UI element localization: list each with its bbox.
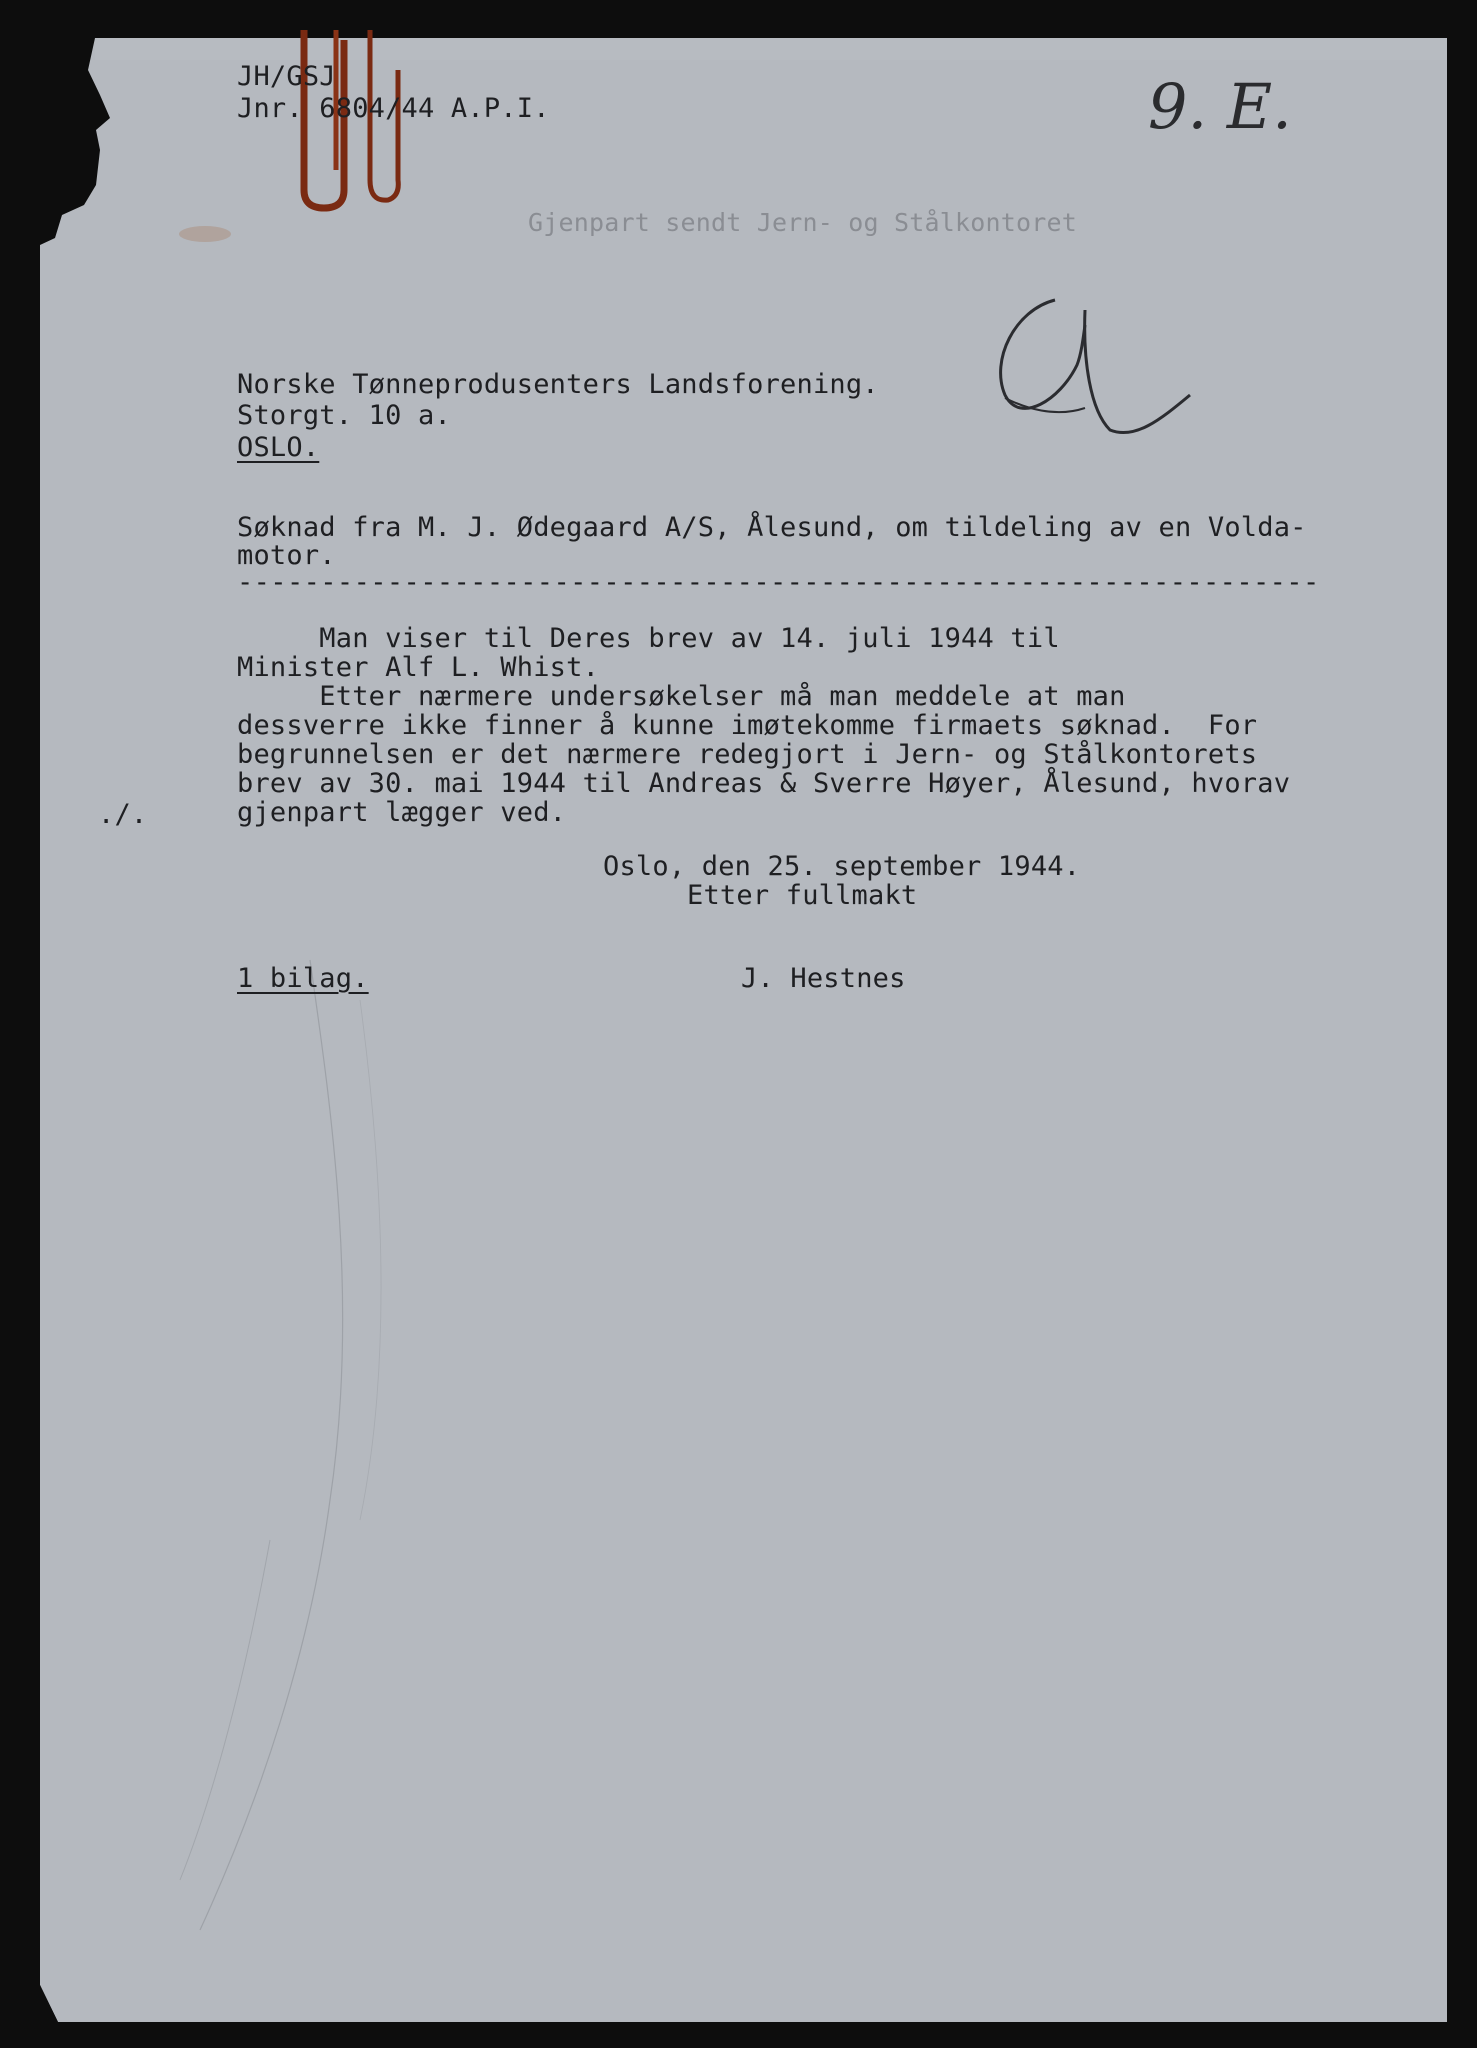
handwritten-a-mark xyxy=(985,280,1195,450)
body-line-6: brev av 30. mai 1944 til Andreas & Sverre Høyer, Ålesund, hvorav xyxy=(237,768,1291,799)
signature: J. Hestnes xyxy=(741,963,906,994)
enclosure-count: 1 bilag. xyxy=(237,963,369,994)
body-line-3: Etter nærmere undersøkelser må man meddele at man xyxy=(237,681,1126,712)
handwritten-file-mark: 9. E. xyxy=(1148,70,1292,143)
signing-authority: Etter fullmakt xyxy=(687,880,918,911)
recipient-street: Storgt. 10 a. xyxy=(237,400,451,431)
recipient-name: Norske Tønneprodusenters Landsforening. xyxy=(237,369,879,400)
body-line-5: begrunnelsen er det nærmere redegjort i Jern- og Stålkontorets xyxy=(237,739,1258,770)
body-line-7: gjenpart lægger ved. xyxy=(237,797,567,828)
body-line-4: dessverre ikke finner å kunne imøtekomme firmaets søknad. For xyxy=(237,710,1258,741)
subject-rule: ----------------------------------------------------------------- xyxy=(237,567,1320,598)
journal-number: Jnr. 6804/44 A.P.I. xyxy=(237,93,550,124)
recipient-city: OSLO. xyxy=(237,432,320,463)
subject-line-1: Søknad fra M. J. Ødegaard A/S, Ålesund, om tildeling av en Volda- xyxy=(237,512,1307,543)
subject-line-2: motor. xyxy=(237,540,336,571)
place-date: Oslo, den 25. september 1944. xyxy=(603,851,1081,882)
enclosure-mark: ./. xyxy=(98,799,148,830)
body-line-2: Minister Alf L. Whist. xyxy=(237,652,600,683)
header-initials: JH/GSJ xyxy=(237,61,336,92)
copy-note: Gjenpart sendt Jern- og Stålkontoret xyxy=(528,208,1078,237)
body-line-1: Man viser til Deres brev av 14. juli 1944 til xyxy=(237,623,1060,654)
